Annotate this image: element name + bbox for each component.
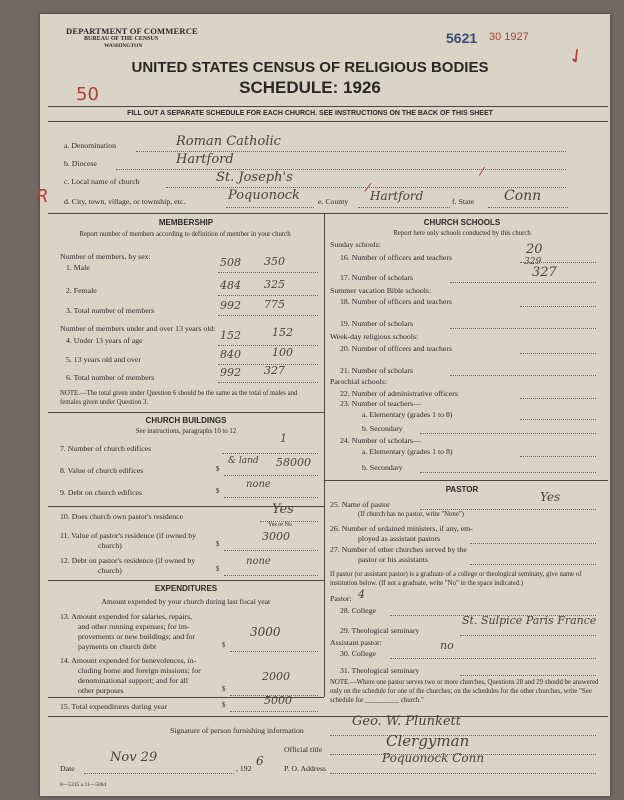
q30-label: 30. College: [340, 649, 376, 658]
q24a-label: a. Elementary (grades 1 to 8): [362, 447, 453, 456]
diocese-value: Hartford: [176, 152, 234, 167]
q29-value: St. Sulpice Paris France: [462, 614, 597, 627]
q9-value: none: [246, 479, 271, 490]
checkmark-icon: ✓: [563, 41, 590, 71]
q12-value: none: [246, 556, 271, 567]
print-code: 8—5315 a 11—5064: [60, 782, 107, 788]
q3-value: 775: [264, 298, 285, 311]
q6-value: 327: [264, 364, 285, 377]
q16-value: 20: [526, 242, 543, 257]
parochial-schools-label: Parochial schools:: [330, 377, 387, 386]
q6-label: 6. Total number of members: [66, 373, 155, 382]
date-label: Date: [60, 764, 75, 773]
pastor-note: NOTE.—Where one pastor serves two or more churches, Questions 28 and 29 should be answered only on the schedule for one of the churches; on the schedules for the other churches, write "See schedule for __________ church.": [330, 679, 599, 704]
bureau-name: BUREAU OF THE CENSUS: [84, 36, 159, 42]
q23b-label: b. Secondary: [362, 424, 403, 433]
check-mark-icon: /: [363, 179, 373, 195]
pastor-red-mark: 4: [358, 588, 365, 601]
q8-label: 8. Value of church edifices: [60, 466, 144, 475]
q27-label-2: pastor or his assistants: [358, 555, 428, 564]
signature-label: Signature of person furnishing information: [170, 726, 304, 735]
q7-value: 1: [280, 432, 287, 445]
q20-label: 20. Number of officers and teachers: [340, 344, 453, 353]
q24-label: 24. Number of scholars—: [340, 436, 421, 445]
q2-red-value: 484: [220, 279, 241, 292]
q6-red-value: 992: [220, 366, 241, 379]
q26-label: 26. Number of ordained ministers, if any, em-: [330, 524, 473, 533]
handwritten-number: 50: [76, 84, 99, 105]
q22-label: 22. Number of administrative officers: [340, 389, 458, 398]
q7-label: 7. Number of church edifices: [60, 444, 152, 453]
official-title-value: Clergyman: [386, 732, 470, 750]
church-schools-heading: CHURCH SCHOOLS: [423, 218, 501, 227]
q13-label-3: provements or new buildings; and for: [78, 632, 196, 641]
q19-label: 19. Number of scholars: [340, 319, 414, 328]
q14-label-4: other purposes: [78, 686, 124, 695]
check-mark-icon: /: [478, 163, 486, 179]
under-13-label: Number of members under and over 13 years old:: [60, 324, 216, 333]
date-year-value: 6: [256, 754, 264, 768]
q25-hint: (If church has no pastor, write "None"): [358, 511, 464, 518]
members-by-sex-label: Number of members, by sex:: [60, 252, 151, 261]
dollar-sign: $: [216, 566, 220, 573]
county-value: Hartford: [370, 189, 424, 203]
form-title: UNITED STATES CENSUS OF RELIGIOUS BODIES: [131, 59, 489, 76]
signature-value: Geo. W. Plunkett: [352, 714, 461, 729]
state-label: f. State: [452, 197, 475, 206]
pastor-label: Pastor:: [330, 594, 352, 603]
assistant-pastor-label: Assistant pastor:: [330, 638, 382, 647]
q1-label: 1. Male: [66, 263, 90, 272]
dollar-sign: $: [222, 686, 226, 693]
q2-value: 325: [264, 278, 285, 291]
sunday-schools-label: Sunday schools:: [330, 240, 381, 249]
po-address-label: P. O. Address: [284, 764, 327, 773]
q5-red-value: 840: [220, 348, 241, 361]
q3-red-value: 992: [220, 299, 241, 312]
q21-label: 21. Number of scholars: [340, 366, 414, 375]
diocese-label: b. Diocese: [64, 159, 97, 168]
q23-label: 23. Number of teachers—: [340, 399, 421, 408]
dollar-sign: $: [222, 702, 226, 709]
graduate-instruction: If pastor (or assistant pastor) is a graduate of a college or theological seminary, give name of institution below. (If not a graduate, write "No" in the space indicated.): [330, 571, 582, 587]
q14-value: 2000: [262, 670, 290, 683]
po-address-value: Poquonock Conn: [382, 751, 485, 765]
church-name-label: c. Local name of church: [64, 177, 140, 186]
expenditures-instruction: Amount expended by your church during last fiscal year: [101, 597, 271, 606]
city-name: WASHINGTON: [104, 43, 143, 49]
weekday-schools-label: Week-day religious schools:: [330, 332, 419, 341]
q17-label: 17. Number of scholars: [340, 273, 414, 282]
department-name: DEPARTMENT OF COMMERCE: [66, 26, 198, 36]
q5-value: 100: [272, 346, 293, 359]
q30-value: no: [440, 639, 454, 652]
q4-value: 152: [272, 326, 293, 339]
q3-label: 3. Total number of members: [66, 306, 155, 315]
q12-label: 12. Debt on pastor's residence (if owned by: [60, 556, 196, 565]
city-value: Poquonock: [228, 188, 300, 203]
date-year: , 192: [236, 764, 252, 773]
q14-label: 14. Amount expended for benevolences, in-: [60, 656, 197, 665]
dollar-sign: $: [216, 541, 220, 548]
q11-value: 3000: [262, 530, 290, 543]
q15-label: 15. Total expenditures during year: [60, 702, 167, 711]
q1-red-value: 508: [220, 256, 241, 269]
dollar-sign: $: [222, 642, 226, 649]
q10-value: Yes: [272, 502, 294, 517]
q25-label: 25. Name of pastor: [330, 500, 390, 509]
dollar-sign: $: [216, 488, 220, 495]
q8-note: & land: [228, 456, 259, 466]
q2-label: 2. Female: [66, 286, 97, 295]
expenditures-heading: EXPENDITURES: [154, 584, 218, 593]
yes-or-no-hint: Yes or No: [268, 522, 293, 528]
dollar-sign: $: [216, 466, 220, 473]
q5-label: 5. 13 years old and over: [66, 355, 141, 364]
q13-label: 13. Amount expended for salaries, repairs,: [60, 612, 193, 621]
date-value: Nov 29: [110, 750, 158, 765]
q17-value: 327: [532, 265, 557, 280]
vacation-schools-label: Summer vacation Bible schools:: [330, 286, 432, 295]
q26-label-2: ployed as assistant pastors: [358, 534, 441, 543]
schools-instruction: Report here only schools conducted by this church: [393, 230, 531, 237]
q11-label-2: church): [98, 541, 122, 550]
membership-note: NOTE.—The total given under Question 6 should be the same as the total of males and females given under Question 3.: [60, 390, 298, 406]
pastor-heading: PASTOR: [445, 485, 479, 494]
church-buildings-heading: CHURCH BUILDINGS: [145, 416, 227, 425]
membership-instruction: Report number of members according to definition of member in your church: [79, 231, 291, 238]
membership-heading: MEMBERSHIP: [158, 218, 214, 227]
state-value: Conn: [504, 188, 542, 204]
q15-value: 5000: [264, 694, 292, 707]
q1-value: 350: [264, 255, 285, 268]
q23a-label: a. Elementary (grades 1 to 8): [362, 410, 453, 419]
q9-label: 9. Debt on church edifices: [60, 488, 143, 497]
q25-value: Yes: [540, 490, 561, 504]
q10-label: 10. Does church own pastor's residence: [60, 512, 184, 521]
stamp-date: 30 1927: [489, 31, 529, 43]
q14-label-3: denominational support; and for all: [78, 676, 188, 685]
q4-red-value: 152: [220, 329, 241, 342]
q24b-label: b. Secondary: [362, 463, 403, 472]
buildings-instruction: See instructions, paragraphs 10 to 12: [135, 428, 237, 435]
q13-value: 3000: [250, 625, 281, 639]
q29-label: 29. Theological seminary: [340, 626, 420, 635]
q13-label-4: payments on church debt: [78, 642, 157, 651]
census-form: [36, 14, 610, 796]
q11-label: 11. Value of pastor's residence (if owned by: [60, 531, 197, 540]
handwritten-r: R: [36, 186, 49, 207]
q12-label-2: church): [98, 566, 122, 575]
q16-red-value: 329: [524, 257, 542, 267]
q13-label-2: and other running expenses; for im-: [78, 622, 190, 631]
church-name-value: St. Joseph's: [216, 170, 293, 185]
denomination-value: Roman Catholic: [176, 134, 281, 149]
official-title-label: Official title: [284, 745, 323, 754]
form-subtitle: SCHEDULE: 1926: [239, 78, 381, 97]
city-label: d. City, town, village, or township, etc.: [64, 197, 186, 206]
denomination-label: a. Denomination: [64, 141, 116, 150]
q14-label-2: cluding home and foreign missions; for: [78, 666, 201, 675]
q16-label: 16. Number of officers and teachers: [340, 253, 453, 262]
q8-value: 58000: [276, 456, 311, 469]
q4-label: 4. Under 13 years of age: [66, 336, 143, 345]
stamp-number: 5621: [446, 30, 478, 46]
county-label: e. County: [318, 197, 349, 206]
q31-label: 31. Theological seminary: [340, 666, 420, 675]
instructions-banner: FILL OUT A SEPARATE SCHEDULE FOR EACH CHURCH. SEE INSTRUCTIONS ON THE BACK OF THIS SHEET: [127, 110, 493, 117]
q28-label: 28. College: [340, 606, 376, 615]
q18-label: 18. Number of officers and teachers: [340, 297, 453, 306]
q27-label: 27. Number of other churches served by the: [330, 545, 467, 554]
